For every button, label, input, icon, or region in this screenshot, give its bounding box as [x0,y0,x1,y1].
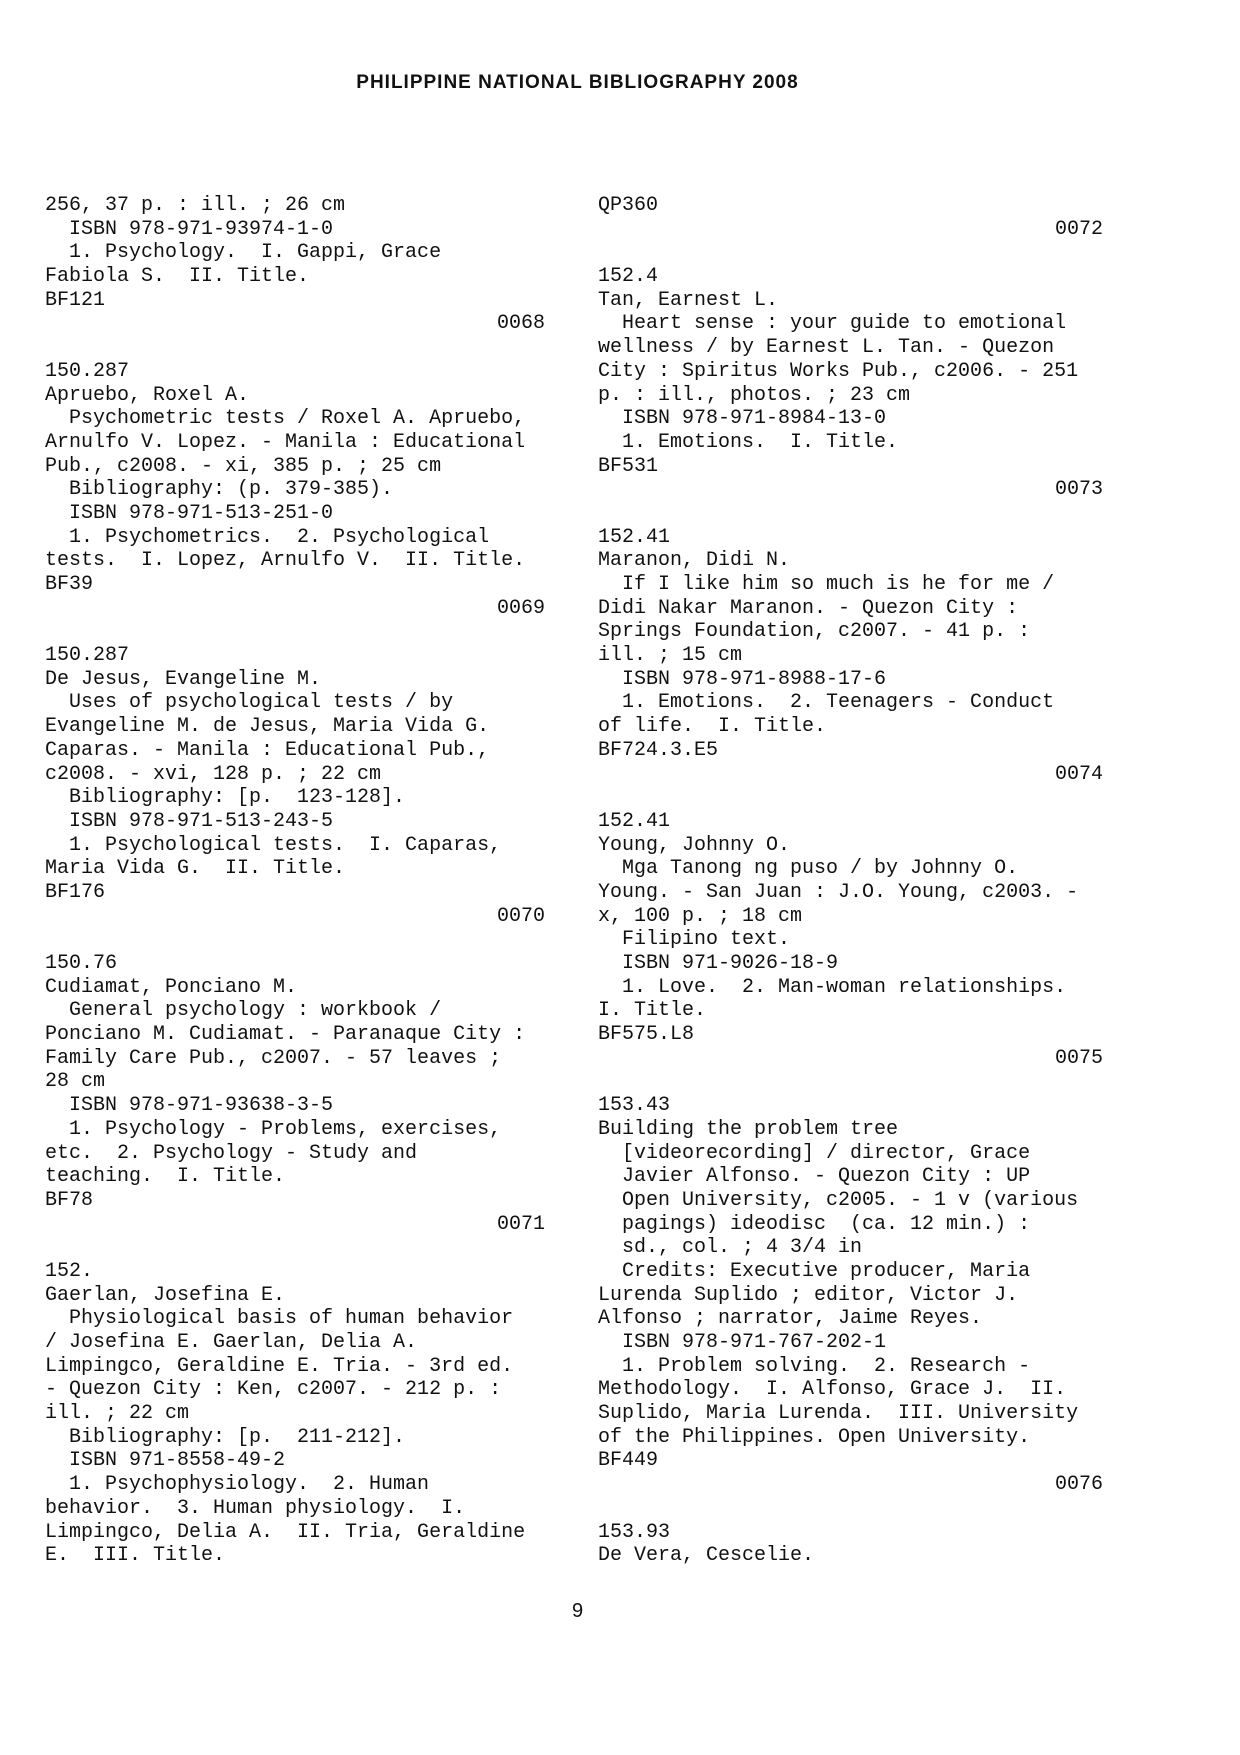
entry-line: p. : ill., photos. ; 23 cm [598,383,911,407]
entry-line: - Quezon City : Ken, c2007. - 212 p. : [45,1378,502,1402]
entry-line: x, 100 p. ; 18 cm [598,904,803,928]
entry-line: General psychology : workbook / [45,999,442,1023]
entry-line: 150.287 [45,359,130,383]
entry-line: Evangeline M. de Jesus, Maria Vida G. [45,715,490,739]
entry-line: 1. Psychometrics. 2. Psychological [45,525,490,549]
entry-spacer [598,502,1103,526]
entry-line: I. Title. [598,999,707,1023]
entry-number: 0068 [496,312,545,336]
entry-number: 0073 [1054,478,1103,502]
entry-line: Suplido, Maria Lurenda. III. University [598,1402,1079,1426]
entry-line: sd., col. ; 4 3/4 in [598,1236,863,1260]
entry-spacer [598,1497,1103,1521]
entry-line: 1. Love. 2. Man-woman relationships. [598,975,1067,999]
entry-line: If I like him so much is he for me / [598,573,1055,596]
entry-line: 153.43 [598,1094,671,1118]
entry-line: 152. [45,1259,94,1283]
entry-line: pagings) ideodisc (ca. 12 min.) : [598,1212,1031,1236]
entry-line: BF724.3.E5 [598,738,719,762]
entry-line: 28 cm [45,1070,106,1094]
entry-line: 1. Emotions. I. Title. [598,430,899,454]
entry-line: Uses of psychological tests / by [45,691,454,715]
entry-spacer [598,241,1103,265]
entry-line: Limpingco, Geraldine E. Tria. - 3rd ed. [45,1354,514,1378]
entry-line: wellness / by Earnest L. Tan. - Quezon [598,336,1055,360]
entry-line: Building the problem tree [598,1117,899,1141]
entry-line: 1. Psychological tests. I. Caparas, [45,833,502,857]
entry-line: Caparas. - Manila : Educational Pub., [45,738,490,762]
entry-line: City : Spiritus Works Pub., c2006. - 251 [598,359,1079,383]
entry-spacer [45,336,545,360]
entry-number: 0076 [1054,1473,1103,1497]
entry-line: 152.41 [598,525,671,549]
entry-line: Limpingco, Delia A. II. Tria, Geraldine [45,1520,526,1544]
entry-line: Methodology. I. Alfonso, Grace J. II. [598,1378,1067,1402]
left-column [45,194,545,1568]
entry-line: Bibliography: [p. 211-212]. [45,1425,406,1449]
entry-line: Fabiola S. II. Title. [45,265,310,289]
entry-number: 0071 [496,1212,545,1236]
entry-line: Heart sense : your guide to emotional [598,312,1067,336]
right-column [598,194,1103,1568]
entry-number: 0074 [1054,762,1103,786]
entry-line: BF78 [45,1188,94,1212]
entry-number: 0072 [1054,217,1103,241]
entry-line: Credits: Executive producer, Maria [598,1259,1031,1283]
entry-line: Cudiamat, Ponciano M. [45,975,298,999]
entry-line: Mga Tanong ng puso / by Johnny O. [598,857,1019,881]
entry-line: 150.287 [45,644,130,668]
entry-line: BF531 [598,454,659,478]
entry-line: Young. - San Juan : J.O. Young, c2003. - [598,880,1079,904]
entry-line: Maranon, Didi N. [598,549,791,573]
entry-line: Young, Johnny O. [598,833,791,857]
entry-line: Bibliography: (p. 379-385). [45,478,394,502]
entry-line: Open University, c2005. - 1 v (various [598,1188,1079,1212]
entry-line: ISBN 978-971-8988-17-6 [598,667,887,691]
entry-line: ISBN 978-971-513-251-0 [45,501,334,525]
entry-line: [videorecording] / director, Grace [598,1141,1031,1165]
entry-line: Arnulfo V. Lopez. - Manila : Educational [45,430,526,454]
entry-line: / Josefina E. Gaerlan, Delia A. [45,1331,418,1354]
entry-line: Alfonso ; narrator, Jaime Reyes. [598,1307,983,1331]
entry-line: teaching. I. Title. [45,1165,286,1189]
entry-line: 1. Psychology. I. Gappi, Grace [45,241,442,265]
entry-line: ISBN 978-971-767-202-1 [598,1331,887,1354]
entry-line: 1. Problem solving. 2. Research - [598,1354,1031,1378]
page-number: 9 [571,1600,584,1622]
entry-line: Gaerlan, Josefina E. [45,1283,286,1307]
entry-spacer [45,1236,545,1260]
entry-line: Physiological basis of human behavior [45,1307,514,1331]
entry-line: behavior. 3. Human physiology. I. [45,1496,466,1520]
entry-line: Ponciano M. Cudiamat. - Paranaque City : [45,1023,526,1047]
entry-line: De Jesus, Evangeline M. [45,667,322,691]
entry-line: tests. I. Lopez, Arnulfo V. II. Title. [45,549,526,573]
entry-line: 1. Psychophysiology. 2. Human [45,1473,430,1497]
entry-line: Springs Foundation, c2007. - 41 p. : [598,620,1031,644]
entry-line: Pub., c2008. - xi, 385 p. ; 25 cm [45,454,442,478]
entry-number: 0069 [496,596,545,620]
entry-line: ill. ; 15 cm [598,644,743,668]
entry-number: 0075 [1054,1046,1103,1070]
entry-line: 256, 37 p. : ill. ; 26 cm [45,194,346,217]
entry-line: Apruebo, Roxel A. [45,383,250,407]
entry-line: QP360 [598,194,659,217]
entry-spacer [598,786,1103,810]
entry-line: 153.93 [598,1520,671,1544]
entry-line: Bibliography: [p. 123-128]. [45,786,406,810]
entry-line: 1. Emotions. 2. Teenagers - Conduct [598,691,1055,715]
entry-line: Lurenda Suplido ; editor, Victor J. [598,1283,1019,1307]
entry-line: BF39 [45,573,94,596]
entry-line: etc. 2. Psychology - Study and [45,1141,418,1165]
entry-line: ISBN 978-971-93974-1-0 [45,217,334,241]
entry-number: 0070 [496,904,545,928]
entry-line: BF121 [45,288,106,312]
entry-spacer [598,1070,1103,1094]
entry-spacer [45,928,545,952]
entry-line: c2008. - xvi, 128 p. ; 22 cm [45,762,382,786]
entry-line: 1. Psychology - Problems, exercises, [45,1117,502,1141]
entry-spacer [45,620,545,644]
entry-line: ill. ; 22 cm [45,1402,190,1426]
entry-line: BF176 [45,880,106,904]
entry-line: Javier Alfonso. - Quezon City : UP [598,1165,1031,1189]
entry-line: 152.4 [598,265,659,289]
entry-line: ISBN 971-9026-18-9 [598,952,839,975]
entry-line: De Vera, Cescelie. [598,1544,815,1568]
entry-line: ISBN 978-971-8984-13-0 [598,407,887,431]
entry-line: Psychometric tests / Roxel A. Apruebo, [45,407,526,431]
entry-line: Maria Vida G. II. Title. [45,857,346,881]
entry-line: ISBN 978-971-93638-3-5 [45,1094,334,1118]
entry-line: 152.41 [598,809,671,833]
entry-line: E. III. Title. [45,1544,226,1568]
entry-line: Didi Nakar Maranon. - Quezon City : [598,596,1019,620]
entry-line: Family Care Pub., c2007. - 57 leaves ; [45,1046,502,1070]
entry-line: 150.76 [45,952,118,975]
entry-line: of the Philippines. Open University. [598,1425,1031,1449]
entry-line: BF449 [598,1449,659,1473]
entry-line: ISBN 971-8558-49-2 [45,1449,286,1473]
entry-line: Filipino text. [598,928,791,952]
entry-line: ISBN 978-971-513-243-5 [45,809,334,833]
page-title: PHILIPPINE NATIONAL BIBLIOGRAPHY 2008 [356,72,799,93]
entry-line: Tan, Earnest L. [598,288,779,312]
entry-line: BF575.L8 [598,1023,695,1047]
entry-line: of life. I. Title. [598,715,827,739]
